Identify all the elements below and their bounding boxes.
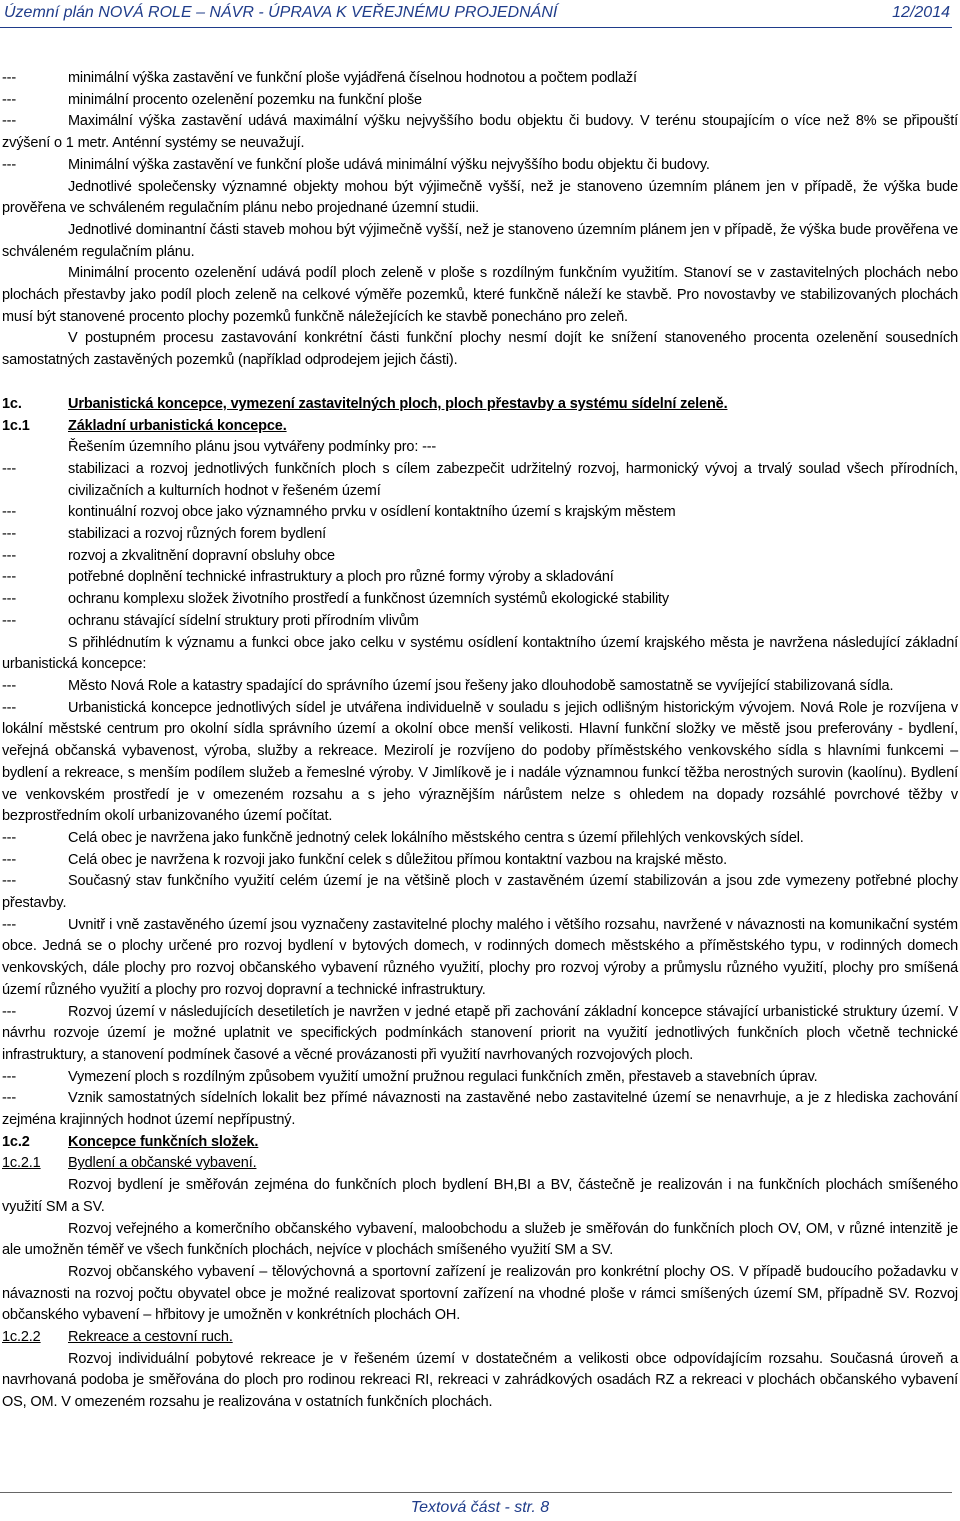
paragraph: V postupném procesu zastavování konkrétní části funkční plochy nesmí dojít ke snížení stanoveného procenta ozelenění sousedních samostatných zastavěných pozemků (například odprodejem jejich části). xyxy=(2,330,958,369)
dash-item-text: potřebné doplnění technické infrastruktury a ploch pro různé formy výroby a skladování xyxy=(68,569,614,586)
dash-list-item xyxy=(2,155,958,177)
dash-marker: --- xyxy=(2,547,17,564)
dash-item-text: Celá obec je navržena jako funkčně jednotný celek lokálního městského centra s území přilehlých venkovských sídel. xyxy=(68,829,804,846)
dash-item-text: ochranu komplexu složek životního prostředí a funkčnost územních systémů ekologické stability xyxy=(68,591,669,608)
dash-item-text: ochranu stávající sídelní struktury proti přírodním vlivům xyxy=(68,612,419,629)
dash-item-text: Minimální výška zastavění ve funkční ploše udává minimální výšku nejvyššího bodu objektu či budovy. xyxy=(68,156,710,173)
dash-list-item xyxy=(2,611,958,633)
dash-paragraph-text: Vznik samostatných sídelních lokalit bez přímé návaznosti na zastavěné nebo zastavitelné území se nenavrhuje, a je z hlediska zachování zejména krajinných hodnot území nepřípustný. xyxy=(2,1090,958,1129)
dash-item-text: stabilizaci a rozvoj jednotlivých funkčních ploch s cílem zabezpečit udržitelný rozvoj, harmonický vývoj a trvalý soulad všech přírodních, civilizačních a kulturních hodnot v řešeném území xyxy=(68,460,958,499)
section-heading xyxy=(2,1132,958,1154)
section-number: 1c.1 xyxy=(2,417,30,434)
paragraph: Rozvoj individuální pobytové rekreace je v řešeném území v dostatečném a velikosti obce odpovídajícím rozsahu. Současná úroveň a navrhovaná podoba je směřována do ploch pro rodinou rekreaci RI, rekreaci v zahrádkových osadách RZ a rekreaci v plochách občanského vybavení OS, OM. V omezeném rozsahu je realizována v ostatních funkčních plochách. xyxy=(2,1350,958,1411)
dash-marker: --- xyxy=(2,873,17,890)
section-title: Základní urbanistická koncepce. xyxy=(68,417,287,434)
paragraph: Minimální procento ozelenění udává podíl ploch zeleně v ploše s rozdílným funkčním využitím. Stanoví se v zastavitelných plochách nebo plochách přestavby jako podíl ploch zeleně na celkové výměře pozemků, které funkčně náleží ke stavbě. Pro novostavby ve stabilizovaných plochách musí být stanovené procento plochy pozemků funkčně náležejících ke stavbě ponecháno pro zeleň. xyxy=(2,265,958,325)
section-title: Koncepce funkčních složek. xyxy=(68,1133,259,1150)
dash-marker: --- xyxy=(2,699,17,716)
footer-rule xyxy=(0,1492,952,1493)
dash-paragraph-text: Současný stav funkčního využití celém území je na většině ploch v zastavěném území stabilizován a jsou zde vymezeny potřebné plochy přestavby. xyxy=(2,873,958,912)
dash-paragraph-text: Maximální výška zastavění udává maximální výšku nejvyššího bodu objektu či budovy. V terénu stoupajícím o více než 8% se připouští zvýšení o 1 metr. Anténní systémy se neuvažují. xyxy=(2,113,958,152)
dash-list-item xyxy=(2,524,958,546)
dash-list-item xyxy=(2,850,958,872)
paragraph: Rozvoj bydlení je směřován zejména do funkčních ploch bydlení BH,BI a BV, částečně je realizován i na funkčních plochách smíšeného využití SM a SV. xyxy=(2,1177,958,1215)
subsection-title: Rekreace a cestovní ruch. xyxy=(68,1329,233,1346)
dash-paragraph xyxy=(2,871,958,914)
dash-item-text: Celá obec je navržena k rozvoji jako funkční celek s důležitou přímou kontaktní vazbou na krajské město. xyxy=(68,851,727,868)
header-title: Územní plán NOVÁ ROLE – NÁVR - ÚPRAVA K VEŘEJNÉMU PROJEDNÁNÍ xyxy=(4,4,558,21)
dash-paragraph-text: Uvnitř i vně zastavěného území jsou vyznačeny zastavitelné plochy malého i většího rozsahu, navržené v návaznosti na komunikační systém obce. Jedná se o plochy určené pro rozvoj bydlení v bytových domech, v rodinných domech městského a příměstského typu, v rodinných domech venkovských, dále plochy pro rozvoj občanského vybavení různého využití, plochy pro rozvoj výroby a průmyslu různého využití, plochy pro smíšená území různého využití a plochy pro rozvoj dopravní a technické infrastruktury. xyxy=(2,916,958,998)
subsection-title: Bydlení a občanské vybavení. xyxy=(68,1155,257,1172)
dash-list-item xyxy=(2,828,958,850)
dash-marker: --- xyxy=(2,504,17,521)
paragraph: Řešením územního plánu jsou vytvářeny podmínky pro: --- xyxy=(68,439,437,456)
dash-list-item xyxy=(2,90,958,112)
dash-marker: --- xyxy=(2,851,17,868)
dash-marker: --- xyxy=(2,829,17,846)
dash-paragraph xyxy=(2,1002,958,1067)
dash-marker: --- xyxy=(2,1003,17,1020)
subsection-heading xyxy=(2,1327,958,1349)
header-date: 12/2014 xyxy=(892,4,950,21)
dash-list-item xyxy=(2,589,958,611)
section-number: 1c.2 xyxy=(2,1133,30,1150)
dash-marker: --- xyxy=(2,612,17,629)
dash-list-item xyxy=(2,459,958,502)
dash-marker: --- xyxy=(2,91,17,108)
dash-paragraph xyxy=(2,111,958,154)
section-number: 1c. xyxy=(2,395,22,412)
dash-marker: --- xyxy=(2,70,17,86)
page-header xyxy=(0,2,952,28)
dash-marker: --- xyxy=(2,526,17,543)
dash-list-item xyxy=(2,567,958,589)
dash-marker: --- xyxy=(2,569,17,586)
dash-paragraph xyxy=(2,915,958,1002)
dash-paragraph xyxy=(2,676,958,698)
dash-marker: --- xyxy=(2,1090,17,1107)
dash-marker: --- xyxy=(2,591,17,608)
subsection-number: 1c.2.1 xyxy=(2,1155,41,1172)
dash-marker: --- xyxy=(2,677,17,694)
dash-marker: --- xyxy=(2,113,17,130)
dash-list-item xyxy=(2,1067,958,1089)
dash-paragraph xyxy=(2,1088,958,1131)
dash-marker: --- xyxy=(2,1068,17,1085)
dash-item-text: rozvoj a zkvalitnění dopravní obsluhy obce xyxy=(68,547,335,564)
dash-list-item xyxy=(2,546,958,568)
paragraph: Jednotlivé dominantní části staveb mohou být výjimečně vyšší, než je stanoveno územním plánem jen v případě, že výška bude prověřena ve schváleném regulačním plánu. xyxy=(2,221,958,260)
paragraph: Rozvoj veřejného a komerčního občanského vybavení, maloobchodu a služeb je směřován do funkčních ploch OV, OM, v různé intenzitě je ale umožněn téměř ve všech funkčních plochách, nejvíce v plochách smíšeného využití SM a SV. xyxy=(2,1220,958,1259)
blank-line xyxy=(2,372,958,394)
section-heading xyxy=(2,416,958,438)
dash-item-text: kontinuální rozvoj obce jako významného prvku v osídlení kontaktního území s krajským městem xyxy=(68,504,676,521)
dash-marker: --- xyxy=(2,156,17,173)
dash-paragraph xyxy=(2,698,958,828)
dash-paragraph-text: Rozvoj území v následujících desetiletích je navržen v jedné etapě při zachování základní koncepce stávající urbanistické struktury území. V návrhu rozvoje území je možné uplatnit ve specifických podmínkách stanovení priorit na využití jednotlivých funkčních ploch včetně technické infrastruktury, a stanovení podmínek časové a věcné provázanosti při využití navrhovaných rozvojových ploch. xyxy=(2,1003,958,1063)
dash-list-item xyxy=(2,68,958,90)
dash-item-text: stabilizaci a rozvoj různých forem bydlení xyxy=(68,526,327,543)
dash-paragraph-text: Město Nová Role a katastry spadající do správního území jsou řešeny jako dlouhodobě samostatně se vyvíjející stabilizovaná sídla. xyxy=(68,677,894,694)
paragraph: Jednotlivé společensky významné objekty mohou být výjimečně vyšší, než je stanoveno územním plánem jen v případě, že výška bude prověřena ve schváleném regulačním plánu nebo projednané územní studii. xyxy=(2,178,958,217)
dash-item-text: minimální výška zastavění ve funkční ploše vyjádřená číselnou hodnotou a počtem podlaží xyxy=(68,70,637,86)
paragraph: S přihlédnutím k významu a funkci obce jako celku v systému osídlení kontaktního území krajského města je navržena následující základní urbanistická koncepce: xyxy=(2,634,958,673)
dash-marker: --- xyxy=(2,460,17,477)
page-footer: Textová část - str. 8 xyxy=(410,1499,550,1516)
paragraph: Rozvoj občanského vybavení – tělovýchovná a sportovní zařízení je realizován pro konkrétní plochy OS. V případě budoucího požadavku v návaznosti na rozvoj počtu obyvatel obce je možné realizovat sportovní zařízení na vhodné ploše v rámci smíšených území SM, případně SV. Rozvoj občanského vybavení – hřbitovy je umožněn v konkrétních plochách OH. xyxy=(2,1263,958,1324)
subsection-number: 1c.2.2 xyxy=(2,1329,41,1346)
subsection-heading xyxy=(2,1153,958,1175)
section-title: Urbanistická koncepce, vymezení zastavitelných ploch, ploch přestavby a systému sídelní zeleně. xyxy=(68,395,728,412)
document-body xyxy=(2,68,958,1414)
dash-paragraph-text: Urbanistická koncepce jednotlivých sídel je utvářena individuelně v souladu s jejich odlišným historickým vývojem. Nová Role je rozvíjena v lokální městské centrum pro okolní sídla správního území a okolní obce menší velikosti. Hlavní funkční složky ve městě jsou preferovány - bydlení, veřejná občanská vybavenost, výroba, služby a rekreace. Mezirolí je rozvíjeno do podoby příměstského venkovského sídla s hlavními funkcemi – bydlení a rekreace, s menším podílem služeb a řemeslné výroby. V Jimlíkově je i nadále významnou funkcí těžba nerostných surovin (kaolínu). Bydlení ve venkovském prostředí je v omezeném rozsahu a s jeho výraznějším nárůstem nelze s ohledem na dopady rozsáhlé povrchové těžby v bezprostředním okolí urbanizovaného území počítat. xyxy=(2,699,958,825)
dash-item-text: minimální procento ozelenění pozemku na funkční ploše xyxy=(68,91,422,108)
section-heading xyxy=(2,394,958,416)
dash-item-text: Vymezení ploch s rozdílným způsobem využití umožní pružnou regulaci funkčních změn, přestaveb a stavebních úprav. xyxy=(68,1068,818,1085)
header-rule xyxy=(0,27,952,28)
dash-list-item xyxy=(2,502,958,524)
dash-marker: --- xyxy=(2,916,17,933)
